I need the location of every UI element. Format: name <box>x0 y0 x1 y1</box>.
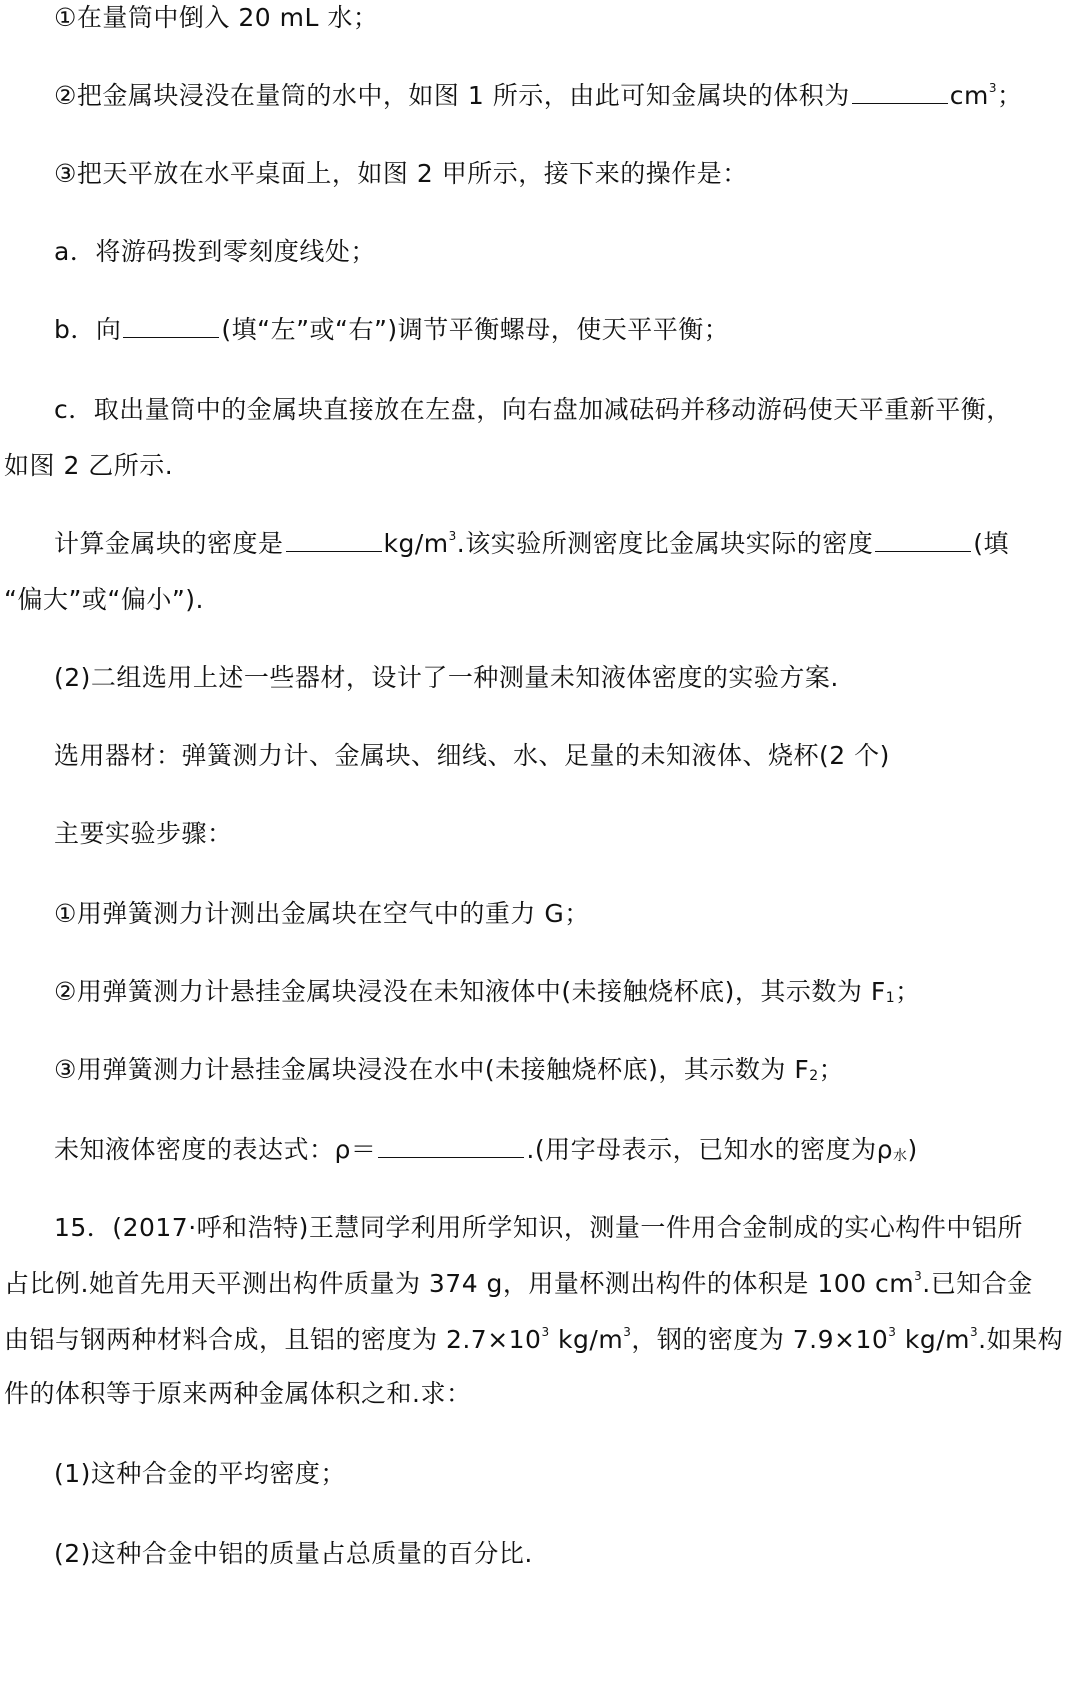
method-step-3-text: ③用弹簧测力计悬挂金属块浸没在水中(未接触烧杯底)，其示数为 F <box>54 1055 810 1084</box>
expression-prefix: 未知液体密度的表达式：ρ＝ <box>54 1135 377 1164</box>
q15-part-1-line <box>54 1444 346 1504</box>
q15-volume-exponent: 3 <box>914 1269 923 1283</box>
q15-text-3d: kg/m <box>896 1325 971 1354</box>
q15-text-3e: .如果构 <box>978 1325 1064 1354</box>
method-step-3-line <box>54 1040 844 1100</box>
step-3-text: ③把天平放在水平桌面上，如图 2 甲所示，接下来的操作是： <box>54 159 748 188</box>
substep-b-line <box>54 300 729 360</box>
q15-part-2-line <box>54 1524 533 1584</box>
f1-subscript: 1 <box>885 990 896 1006</box>
density-unit: kg/m <box>383 529 449 558</box>
substep-b-prefix: b．向 <box>54 315 122 344</box>
q15-line-1 <box>54 1198 1023 1258</box>
density-calc-suffix: (填 <box>973 529 1009 558</box>
aluminum-unit-exponent: 3 <box>623 1325 632 1339</box>
q15-text-3b: kg/m <box>549 1325 624 1354</box>
q15-text-4: 件的体积等于原来两种金属体积之和.求： <box>4 1379 472 1408</box>
density-unit-exponent: 3 <box>448 529 457 543</box>
density-calc-middle: .该实验所测密度比金属块实际的密度 <box>456 529 874 558</box>
q15-part-2-text: (2)这种合金中铝的质量占总质量的百分比. <box>54 1539 533 1568</box>
method-step-2-text: ②用弹簧测力计悬挂金属块浸没在未知液体中(未接触烧杯底)，其示数为 F <box>54 977 886 1006</box>
step-1-line <box>54 0 378 48</box>
f2-subscript: 2 <box>809 1068 819 1084</box>
method-step-2-end: ； <box>895 977 921 1006</box>
aluminum-density-exponent: 3 <box>541 1325 550 1339</box>
method-step-1-line <box>54 884 590 944</box>
density-calc-text-2: “偏大”或“偏小”). <box>4 585 205 614</box>
substep-c-line-2 <box>4 436 173 496</box>
group-2-text: (2)二组选用上述一些器材，设计了一种测量未知液体密度的实验方案. <box>54 663 839 692</box>
volume-unit-exponent: 3 <box>988 81 997 95</box>
step-2-text: ②把金属块浸没在量筒的水中，如图 1 所示，由此可知金属块的体积为 <box>54 81 850 110</box>
density-answer-blank[interactable] <box>286 529 382 552</box>
materials-line <box>54 726 890 786</box>
q15-text-2-end: .已知合金 <box>922 1269 1033 1298</box>
materials-text: 选用器材：弹簧测力计、金属块、细线、水、足量的未知液体、烧杯(2 个) <box>54 741 890 770</box>
expression-suffix: .(用字母表示，已知水的密度为ρ <box>526 1135 893 1164</box>
steel-density-exponent: 3 <box>888 1325 897 1339</box>
step-2-line <box>54 66 1022 126</box>
method-step-1-text: ①用弹簧测力计测出金属块在空气中的重力 G； <box>54 899 590 928</box>
expression-answer-blank[interactable] <box>378 1135 524 1158</box>
substep-a-line <box>54 222 376 282</box>
substep-c-text-2: 如图 2 乙所示. <box>4 451 174 480</box>
q15-text-2: 占比例.她首先用天平测出构件质量为 374 g，用量杯测出构件的体积是 100 cm <box>4 1269 915 1298</box>
steel-unit-exponent: 3 <box>970 1325 979 1339</box>
volume-answer-blank[interactable] <box>852 81 948 104</box>
substep-a-text: a．将游码拨到零刻度线处； <box>54 237 376 266</box>
water-subscript: 水 <box>892 1148 908 1164</box>
density-calc-line-2 <box>4 570 204 630</box>
group-2-line <box>54 648 839 708</box>
volume-unit: cm <box>949 81 989 110</box>
substep-c-text-1: c．取出量筒中的金属块直接放在左盘，向右盘加减砝码并移动游码使天平重新平衡， <box>54 395 1012 424</box>
direction-answer-blank[interactable] <box>123 315 219 338</box>
method-step-3-end: ； <box>818 1055 845 1084</box>
method-step-2-line <box>54 962 921 1022</box>
expression-end: ) <box>907 1135 918 1164</box>
substep-b-suffix: (填“左”或“右”)调节平衡螺母，使天平平衡； <box>221 315 730 344</box>
main-steps-line <box>54 804 233 864</box>
q15-text-3c: ，钢的密度为 7.9×10 <box>631 1325 889 1354</box>
step-1-text: ①在量筒中倒入 20 mL 水； <box>54 3 379 32</box>
q15-line-2 <box>4 1254 1033 1314</box>
q15-part-1-text: (1)这种合金的平均密度； <box>54 1459 346 1488</box>
step-3-line <box>54 144 748 204</box>
step-2-end: ； <box>996 81 1023 110</box>
q15-line-3 <box>4 1310 1063 1370</box>
density-calc-line-1 <box>54 514 1009 574</box>
substep-c-line-1 <box>54 380 1012 440</box>
q15-text-1: 15．(2017·呼和浩特)王慧同学利用所学知识，测量一件用合金制成的实心构件中铝所 <box>54 1213 1023 1242</box>
expression-line <box>54 1120 918 1180</box>
density-calc-prefix: 计算金属块的密度是 <box>54 529 284 558</box>
error-answer-blank[interactable] <box>875 529 971 552</box>
main-steps-heading: 主要实验步骤： <box>54 819 233 848</box>
q15-text-3a: 由铝与钢两种材料合成，且铝的密度为 2.7×10 <box>4 1325 542 1354</box>
q15-line-4 <box>4 1364 471 1424</box>
